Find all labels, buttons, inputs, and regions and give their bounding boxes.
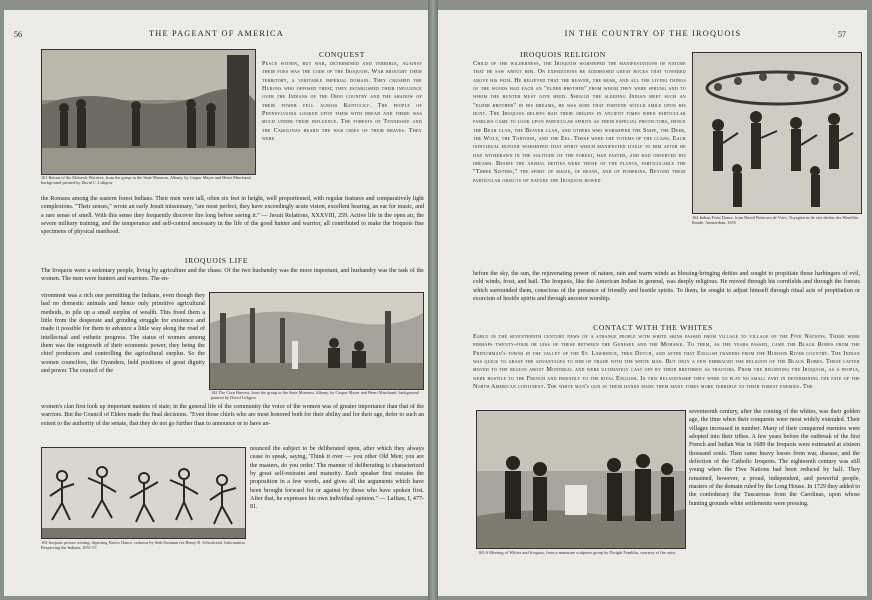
section-heading-conquest: CONQUEST [318, 50, 366, 59]
left-page [4, 10, 428, 596]
page-number: 56 [14, 30, 22, 39]
figure-caption: 163 Iroquois picture writing, depicting Native Dance, redrawn by Seth Eastman for Henry R. Schoolcraft, Information Respecting the Indians, 1851-57 [41, 540, 245, 551]
paragraph: seventeenth century, after the coming of the whites, was their golden age, the time when their conquests were most widely extended. Their villages increased in number. Many of their conquered enemies were adopted into their tribes. A few years before the outbreak of the first French and Indian War in 1689 the Iroquois were estimated at sixteen thousand souls. Then came heavy losses from war, disease, and the defection of the Catholic Iroquois. The eighteenth century was still young when the Five Nations had been reduced by half. They remained, however, a proud, independent, and powerful people, masters of the domain ruled by the Long House. In 1729 they added to the confederacy the Tuscaroras from the Carolinas, upon whose hunting grounds white settlements were pressing. [689, 409, 860, 507]
paragraph: Early in the seventeenth century news of a strange people with white skins passed from village to village of the Five Nations. There were perhaps twenty-four or less of these between the Genesee and the Mohawk. To them, as the years passed, came the Black Robes from the Frenchman's towns in the valley of the St. Lawrence, then Dutch, and after that English traders from the Hudson River country. The Indian was quick to grasp the advantages to him of trade with the white man. But only a few embraced the religion of the Black Robes. These latter moved to the region about Montreal and were ultimately cast off by their brethren as traitors. From the beginning the Iroquois, as a people, were hostile to the French and friendly to the rival English. In this relationship they were to play no small part in determining the fate of the North American continent. The white man's gun in their hands made them many times more terrible to their forest enemies. The [473, 334, 860, 391]
figure-caption: 161 Return of the Mohawk Warriors, from the group in the State Museum, Albany, by Caspar Mayer and Henri Marchand, background painted by David C. Lithgow [41, 175, 252, 186]
paragraph: the Romans among the eastern forest Indians. Their men were tall, often six feet in height, well proportioned, with regular features and comparatively light complexions. "Their senses," wrote an early Jesuit missionary, "are most perfect, they have exceedingly acute vision, excellent hearing, an ear for music, and a rare sense of smell. With this sense they frequently discover fire long before seeing it." — Jesuit Relations, XXXVIII, 259. Active life in the open air, the severe military training, and the temperance and self-control necessary in the life of the good hunter and warrior, all contributed to make the Iroquois fine specimens of physical manhood. [41, 196, 424, 236]
section-heading-iroquois-life: IROQUOIS LIFE [184, 256, 249, 265]
paragraph: The Iroquois were a sedentary people, living by agriculture and the chase. Of the two husbandry was the more important, and husbandry was the task of the women. The men were hunters and warriors. The en- [41, 268, 424, 283]
section-heading-iroquois-religion: IROQUOIS RELIGION [520, 50, 606, 59]
section-heading-contact-with-the-whites: CONTACT WITH THE WHITES [593, 323, 713, 332]
paragraph: Child of the wilderness, the Iroquois worshiped the manifestations of nature that he saw about him. On expeditions he addressed great rocks that towered above his path. He believed that the beaver, the bear, and all the living things of the woods had each an "elder brother" from whom they were sprung and to whom the hunter must give heed. Should the sleeping Indian meet such an "elder brother" in his dreams, he was sure that fortune would smile upon his hunt. The Iroquois beliefs had their origins in ancient times when particular families came to look upon particular spirits as their especial protectors, hence the Bear clan, the Beaver clan, and others who worshiped the Snipe, the Deer, the Wolf, the Tortoise, and the Eel. These were the totems of the clans. Each individual hunter worshiped that spirit which manifested itself to him after he had withdrawn in the solitude of the forest, had fasted, and had observed his dreams. Beside the animal deities were those of the plants, particularly the "Three Sisters," the spirit of maize, of beans, and of pumpkins. Beyond these particular objects of nature the Iroquois bowed [473, 61, 686, 184]
running-head: THE PAGEANT OF AMERICA [149, 29, 284, 38]
figure-picture-writing [41, 447, 246, 539]
paragraph: nounced the subject to be deliberated upon, after which they always cease to speak, saying, 'Think it over — you other Old Men; you are the masters, do you order.' The manner of deliberating is characterized by great self-restraint and maturity. Each speaker first restates the proposition in a few words, and gives all the arguments which have been brought forward for or against by those who have spoken first. After that, he expresses his own individual opinion." — Lafitau, I, 477-81. [250, 446, 424, 511]
figure-feast-dance [692, 52, 862, 214]
figure-mohawk-warriors [41, 49, 256, 175]
right-page [438, 10, 867, 596]
paragraph: vironment was a rich one permitting the Indians, even though they had no domestic animals and hence only primitive agricultural methods, to pile up a small surplus of wealth. This freed them a little from the desperate and grinding struggle for existence and made it possible for them to advance a little way along the road of intellectual and esthetic progress. The status of women among them was the outgrowth of their economic power, they being the chief producers and controlling the agricultural surplus. So the women councilors, the Oyanders, held positions of great dignity and power. The council of the [41, 293, 205, 375]
paragraph: Peace within, but war, determined and terrible, against their foes was the code of the Iroquois. War brought them territory, a veritable imperial domain. They crushed the Hurons who opposed them; they established their influence over the Indians of the Ohio country and the shadow of their power fell across Kentucky. The people of Pennsylvania looked upon them with dread and there was much under their influence. The forests of Tennessee and the Carolinas heard the war cries of their braves. They were [262, 61, 422, 143]
figure-corn-harvest [209, 292, 424, 390]
page-number: 57 [838, 30, 846, 39]
figure-caption: 165 A Meeting of Whites and Iroquois, from a miniature sculpture group by Dwight Franklin, courtesy of the artist [478, 550, 676, 555]
paragraph: women's clan first took up important matters of state; in the general life of the community the voice of the women was of greater importance than that of the warriors. But the Council of Elders made the final decisions. "Even those chiefs who are most honored both for their ability and for their age, defer to such an extent to the authority of the senate, that they do not go further than to announce or to have an- [41, 404, 424, 427]
figure-caption: 162 The Corn Harvest, from the group in the State Museum, Albany, by Caspar Mayer and Henri Marchand, background painted by David Lithgow [211, 390, 419, 401]
figure-meeting-whites-iroquois [476, 410, 686, 549]
running-head: IN THE COUNTRY OF THE IROQUOIS [564, 29, 742, 38]
paragraph: before the sky, the sun, the rejuvenating power of nature, rain and warm winds as blessing-bringing deities and sought to propitiate those harbingers of evil, cold winds, frost, and hail. The Iroquois, like the American Indian in general, was deeply religious. He moved through his cornfields and through the forests which surrounded them, conscious of the presence of friendly and hostile spirits. To them, he sought to adjust himself through ritual acts of propitiation or exorcism of hostile spirits and through ancestor worship. [473, 271, 860, 303]
book-gutter [428, 0, 438, 600]
figure-caption: 164 Indian Feast Dance, from David Pietersen de Vries, Voyagien in de vier deelen des Wereldts-Ronde, Amsterdam, 1655 [692, 215, 859, 226]
